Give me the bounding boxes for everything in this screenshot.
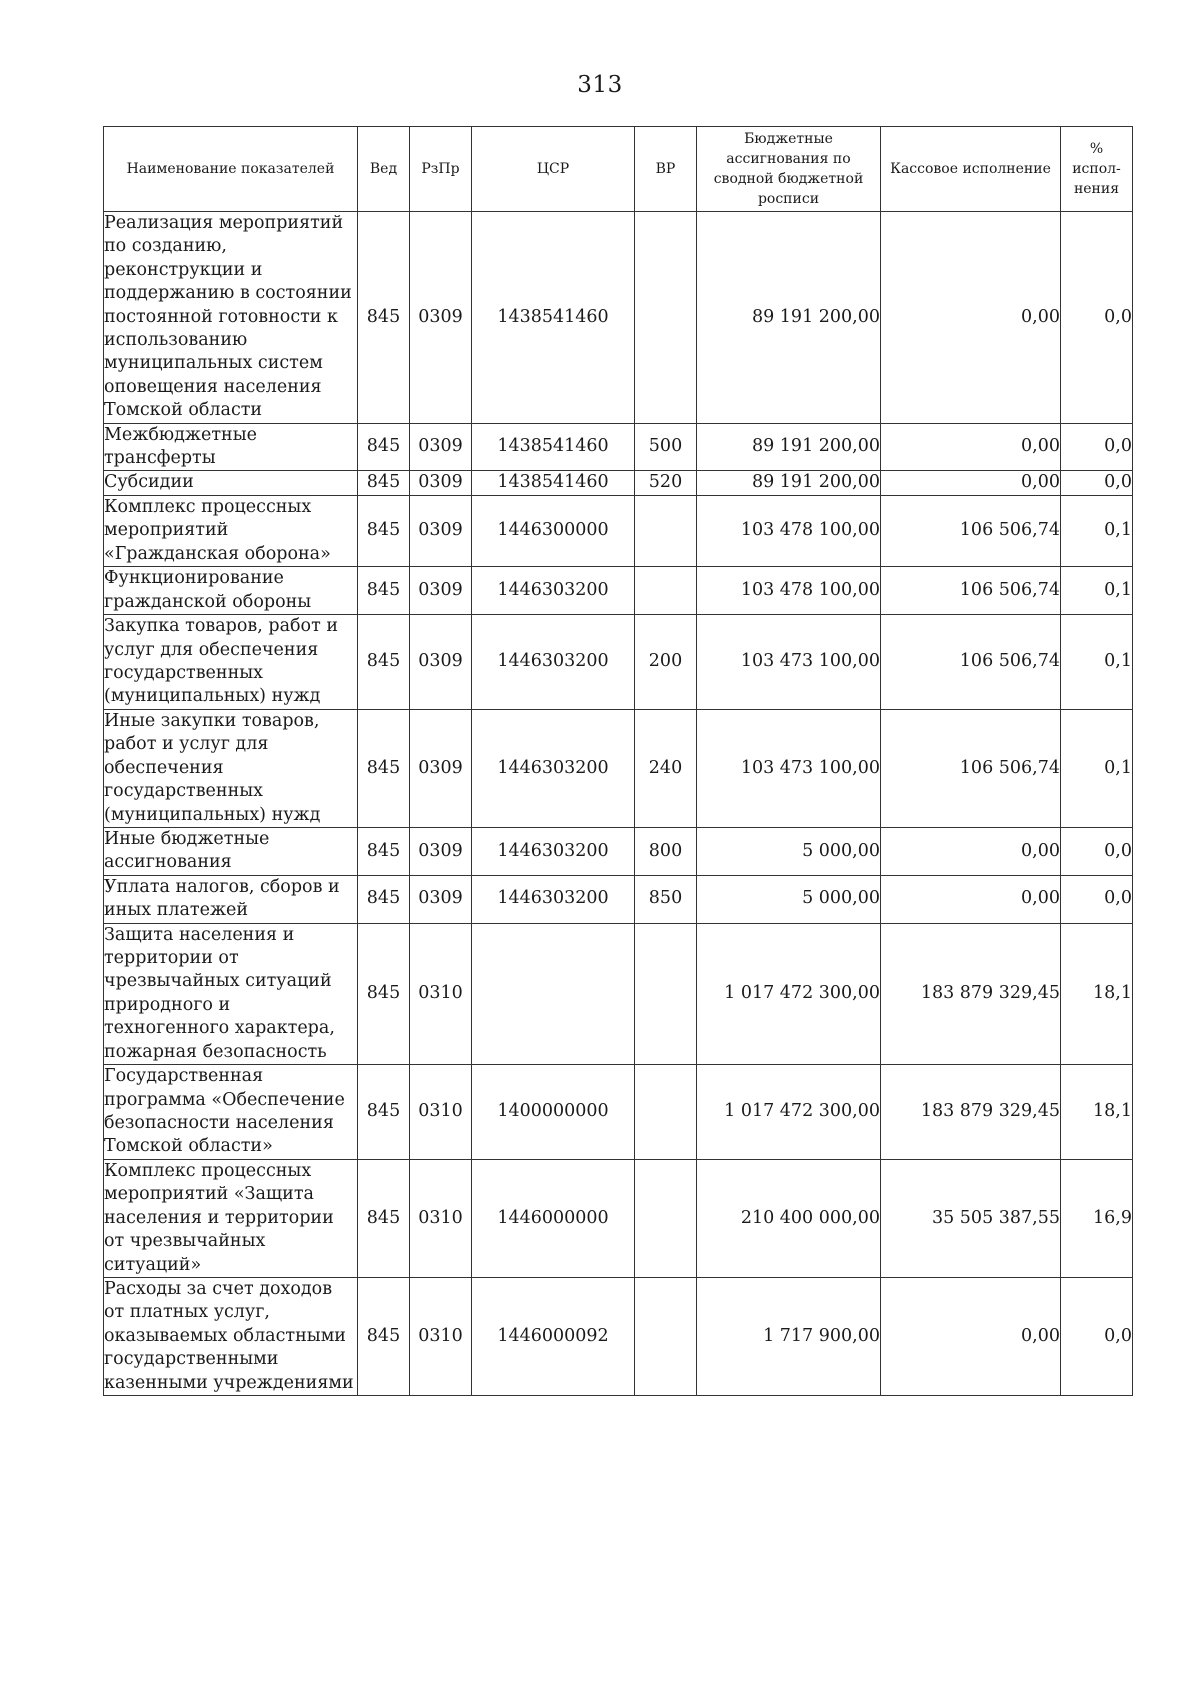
cell-plan: 5 000,00 <box>697 875 881 923</box>
page-number: 313 <box>577 72 623 98</box>
cell-csr: 1438541460 <box>472 212 635 424</box>
cell-csr: 1438541460 <box>472 423 635 471</box>
cell-pct: 0,1 <box>1061 709 1133 827</box>
cell-rzpr: 0310 <box>410 923 472 1064</box>
table-row <box>104 1160 1133 1278</box>
cell-name: Уплата налогов, сборов и иных платежей <box>104 875 358 923</box>
cell-rzpr: 0309 <box>410 567 472 615</box>
cell-vr <box>635 1065 697 1160</box>
cell-fact: 0,00 <box>881 471 1061 495</box>
cell-ved: 845 <box>358 875 410 923</box>
table-row <box>104 567 1133 615</box>
cell-csr <box>472 923 635 1064</box>
cell-vr: 240 <box>635 709 697 827</box>
cell-fact: 0,00 <box>881 423 1061 471</box>
cell-name: Иные закупки товаров, работ и услуг для обеспечения государственных (муниципальных) нужд <box>104 709 358 827</box>
cell-vr <box>635 1160 697 1278</box>
cell-vr <box>635 567 697 615</box>
cell-ved: 845 <box>358 423 410 471</box>
header-csr: ЦСР <box>472 127 635 212</box>
cell-fact: 106 506,74 <box>881 709 1061 827</box>
cell-vr <box>635 495 697 566</box>
cell-plan: 1 017 472 300,00 <box>697 923 881 1064</box>
cell-rzpr: 0310 <box>410 1278 472 1396</box>
cell-name: Реализация мероприятий по созданию, реконструкции и поддержанию в состоянии постоянной готовности к использованию муниципальных систем оповещения населения Томской области <box>104 212 358 424</box>
cell-csr: 1446303200 <box>472 827 635 875</box>
cell-pct: 0,0 <box>1061 423 1133 471</box>
cell-csr: 1438541460 <box>472 471 635 495</box>
cell-plan: 89 191 200,00 <box>697 471 881 495</box>
cell-csr: 1446300000 <box>472 495 635 566</box>
cell-ved: 845 <box>358 212 410 424</box>
cell-plan: 103 478 100,00 <box>697 567 881 615</box>
cell-rzpr: 0309 <box>410 827 472 875</box>
header-ved: Вед <box>358 127 410 212</box>
cell-fact: 183 879 329,45 <box>881 1065 1061 1160</box>
cell-fact: 0,00 <box>881 1278 1061 1396</box>
header-fact: Кассовое исполнение <box>881 127 1061 212</box>
cell-vr <box>635 1278 697 1396</box>
header-name: Наименование показателей <box>104 127 358 212</box>
cell-vr: 800 <box>635 827 697 875</box>
header-row <box>104 127 1133 212</box>
cell-plan: 210 400 000,00 <box>697 1160 881 1278</box>
cell-csr: 1446303200 <box>472 709 635 827</box>
cell-pct: 0,1 <box>1061 567 1133 615</box>
cell-pct: 0,1 <box>1061 614 1133 709</box>
header-vr: ВР <box>635 127 697 212</box>
cell-vr: 500 <box>635 423 697 471</box>
cell-vr: 850 <box>635 875 697 923</box>
cell-name: Закупка товаров, работ и услуг для обеспечения государственных (муниципальных) нужд <box>104 614 358 709</box>
cell-rzpr: 0309 <box>410 495 472 566</box>
cell-pct: 0,1 <box>1061 495 1133 566</box>
cell-name: Иные бюджетные ассигнования <box>104 827 358 875</box>
cell-csr: 1446303200 <box>472 567 635 615</box>
cell-pct: 18,1 <box>1061 1065 1133 1160</box>
cell-plan: 1 717 900,00 <box>697 1278 881 1396</box>
cell-plan: 89 191 200,00 <box>697 212 881 424</box>
cell-pct: 0,0 <box>1061 212 1133 424</box>
cell-rzpr: 0309 <box>410 875 472 923</box>
cell-name: Защита населения и территории от чрезвычайных ситуаций природного и техногенного характера, пожарная безопасность <box>104 923 358 1064</box>
cell-fact: 183 879 329,45 <box>881 923 1061 1064</box>
cell-ved: 845 <box>358 495 410 566</box>
table-row <box>104 423 1133 471</box>
cell-rzpr: 0309 <box>410 614 472 709</box>
cell-csr: 1446303200 <box>472 614 635 709</box>
cell-name: Комплекс процессных мероприятий «Защита населения и территории от чрезвычайных ситуаций» <box>104 1160 358 1278</box>
table-row <box>104 827 1133 875</box>
table-row <box>104 471 1133 495</box>
cell-csr: 1400000000 <box>472 1065 635 1160</box>
table-row <box>104 1278 1133 1396</box>
cell-pct: 0,0 <box>1061 827 1133 875</box>
cell-ved: 845 <box>358 923 410 1064</box>
cell-fact: 35 505 387,55 <box>881 1160 1061 1278</box>
cell-ved: 845 <box>358 471 410 495</box>
header-plan: Бюджетные ассигнования по сводной бюджетной росписи <box>697 127 881 212</box>
cell-vr <box>635 212 697 424</box>
cell-pct: 0,0 <box>1061 875 1133 923</box>
cell-ved: 845 <box>358 1160 410 1278</box>
cell-pct: 0,0 <box>1061 1278 1133 1396</box>
header-rzpr: РзПр <box>410 127 472 212</box>
table-row <box>104 212 1133 424</box>
cell-ved: 845 <box>358 1278 410 1396</box>
cell-fact: 106 506,74 <box>881 614 1061 709</box>
cell-csr: 1446000000 <box>472 1160 635 1278</box>
cell-rzpr: 0310 <box>410 1160 472 1278</box>
cell-plan: 89 191 200,00 <box>697 423 881 471</box>
cell-name: Межбюджетные трансферты <box>104 423 358 471</box>
header-pct: % испол-нения <box>1061 127 1133 212</box>
cell-plan: 103 473 100,00 <box>697 614 881 709</box>
cell-name: Расходы за счет доходов от платных услуг, оказываемых областными государственными казенными учреждениями <box>104 1278 358 1396</box>
cell-rzpr: 0309 <box>410 212 472 424</box>
table-row <box>104 614 1133 709</box>
cell-pct: 16,9 <box>1061 1160 1133 1278</box>
cell-plan: 1 017 472 300,00 <box>697 1065 881 1160</box>
cell-pct: 0,0 <box>1061 471 1133 495</box>
cell-fact: 0,00 <box>881 212 1061 424</box>
cell-fact: 106 506,74 <box>881 495 1061 566</box>
cell-ved: 845 <box>358 709 410 827</box>
cell-fact: 0,00 <box>881 827 1061 875</box>
cell-rzpr: 0309 <box>410 471 472 495</box>
cell-name: Субсидии <box>104 471 358 495</box>
cell-ved: 845 <box>358 1065 410 1160</box>
cell-name: Государственная программа «Обеспечение безопасности населения Томской области» <box>104 1065 358 1160</box>
cell-ved: 845 <box>358 567 410 615</box>
table-row <box>104 875 1133 923</box>
table-row <box>104 923 1133 1064</box>
cell-fact: 106 506,74 <box>881 567 1061 615</box>
cell-rzpr: 0309 <box>410 709 472 827</box>
table-row <box>104 1065 1133 1160</box>
cell-ved: 845 <box>358 614 410 709</box>
cell-plan: 103 478 100,00 <box>697 495 881 566</box>
cell-plan: 5 000,00 <box>697 827 881 875</box>
cell-name: Комплекс процессных мероприятий «Гражданская оборона» <box>104 495 358 566</box>
table-body <box>104 212 1133 1396</box>
cell-ved: 845 <box>358 827 410 875</box>
table-row <box>104 495 1133 566</box>
cell-pct: 18,1 <box>1061 923 1133 1064</box>
table-row <box>104 709 1133 827</box>
cell-rzpr: 0309 <box>410 423 472 471</box>
budget-table <box>103 126 1133 1396</box>
table-header <box>104 127 1133 212</box>
cell-plan: 103 473 100,00 <box>697 709 881 827</box>
cell-vr: 200 <box>635 614 697 709</box>
cell-vr: 520 <box>635 471 697 495</box>
cell-rzpr: 0310 <box>410 1065 472 1160</box>
cell-fact: 0,00 <box>881 875 1061 923</box>
cell-name: Функционирование гражданской обороны <box>104 567 358 615</box>
cell-vr <box>635 923 697 1064</box>
cell-csr: 1446000092 <box>472 1278 635 1396</box>
cell-csr: 1446303200 <box>472 875 635 923</box>
